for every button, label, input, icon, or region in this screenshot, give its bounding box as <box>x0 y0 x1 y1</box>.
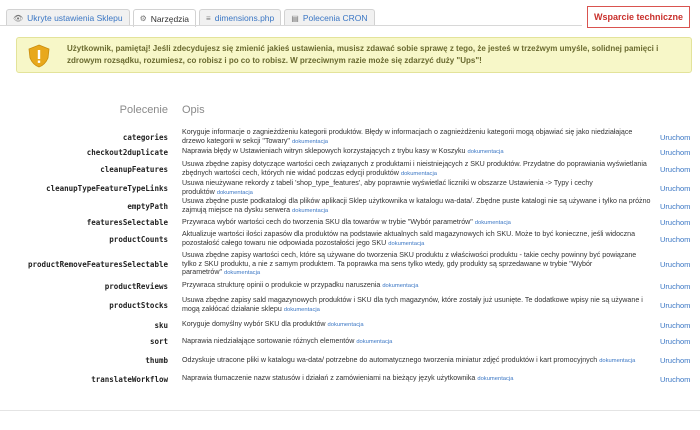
support-button[interactable]: Wsparcie techniczne <box>587 6 690 28</box>
command-description <box>182 296 652 314</box>
documentation-link[interactable]: dokumentacja <box>467 149 504 156</box>
run-button[interactable]: Uruchom <box>660 356 691 365</box>
table-bottom-border <box>0 410 700 411</box>
file-icon: ≡ <box>206 13 211 23</box>
header-command: Polecenie <box>119 104 168 116</box>
tab-dimensions[interactable] <box>199 9 281 26</box>
documentation-link[interactable]: dokumentacja <box>477 376 514 383</box>
table-row <box>0 350 700 371</box>
description-text: Przywraca wybór wartości cech do tworzenia SKU dla towarów w trybie "Wybór parametrów" <box>182 217 473 226</box>
command-description <box>182 179 652 197</box>
command-description <box>182 160 652 178</box>
documentation-link[interactable]: dokumentacja <box>474 219 511 226</box>
run-button[interactable]: Uruchom <box>660 320 691 330</box>
tab-divider <box>0 25 582 26</box>
command-name: emptyPath <box>127 202 168 211</box>
command-description <box>182 197 652 215</box>
description-text: Usuwa zbędne zapisy dotyczące wartości cech związanych z produktami i nieistniejących z SKU produktów. Przydatne do poprawiania wyświetlania zbędnych wartości cech, których nie widać podczas edycji produktów <box>182 159 647 177</box>
description-text: Usuwa zbędne puste podkatalogi dla plików aplikacji Sklep użytkownika w katalogu wa-data/. Zbędne puste katalogi nie są używane i tylko na próżno zajmują miejsce na dysku serwera <box>182 197 651 214</box>
command-name: cleanupTypeFeatureTypeLinks <box>46 184 168 193</box>
command-description <box>182 356 652 366</box>
command-name: productStocks <box>109 300 168 310</box>
documentation-link[interactable]: dokumentacja <box>291 138 329 145</box>
documentation-link[interactable]: dokumentacja <box>216 190 253 196</box>
table-row <box>0 197 700 216</box>
command-name: thumb <box>145 356 168 365</box>
warning-shield-icon <box>27 44 51 68</box>
commands-table <box>0 128 700 387</box>
command-description <box>182 281 652 291</box>
tab-label: Ukryte ustawienia Sklepu <box>27 13 123 23</box>
command-name: checkout2duplicate <box>86 147 168 157</box>
header-description: Opis <box>182 104 205 116</box>
command-name: categories <box>122 132 168 142</box>
command-description <box>182 320 652 330</box>
command-description <box>182 218 652 228</box>
command-name: productCounts <box>109 235 168 244</box>
run-button[interactable]: Uruchom <box>660 164 691 174</box>
run-button[interactable]: Uruchom <box>660 300 691 310</box>
run-button[interactable]: Uruchom <box>660 281 691 291</box>
command-description <box>182 147 652 157</box>
command-name: productRemoveFeaturesSelectable <box>28 260 168 269</box>
description-text: Naprawia tłumaczenie nazw statusów i działań z zamówieniami na bieżący język użytkownika <box>182 374 476 383</box>
table-row <box>0 180 700 197</box>
description-text: Przywraca strukturę opinii o produkcie w przypadku naruszenia <box>182 281 381 290</box>
description-text: Koryguje informacje o zagnieżdżeniu kategorii produktów. Błędy w informacjach o zagnieżdżeniu kategorii mogą objawiać się jako niedziałające drzewo kategorii w sekcji "Towary" <box>182 127 633 145</box>
tab-label: Polecenia CRON <box>302 13 368 23</box>
description-text: Odzyskuje utracone pliki w katalogu wa-data/ potrzebne do automatycznego tworzenia miniatur zdjęć produktów i kart promocyjnych <box>182 355 598 364</box>
command-name: cleanupFeatures <box>100 164 168 174</box>
command-description <box>182 128 652 146</box>
documentation-link[interactable]: dokumentacja <box>327 322 364 329</box>
tab-cron[interactable] <box>284 9 374 26</box>
run-button[interactable]: Uruchom <box>660 374 691 384</box>
command-description <box>182 251 652 278</box>
table-row <box>0 146 700 158</box>
tab-label: Narzędzia <box>150 13 190 24</box>
description-text: Koryguje domyślny wybór SKU dla produktów <box>182 320 326 329</box>
run-button[interactable]: Uruchom <box>660 337 691 346</box>
tab-bar <box>6 9 375 26</box>
run-button[interactable]: Uruchom <box>660 132 691 142</box>
command-name: translateWorkflow <box>91 374 168 384</box>
run-button[interactable]: Uruchom <box>660 184 691 193</box>
documentation-link[interactable]: dokumentacja <box>400 170 437 177</box>
description-text: Aktualizuje wartości ilości zapasów dla produktów na podstawie aktualnych sald magazynowych ich SKU. Może to być konieczne, jeśli widoczna pozostałość całego towaru nie odpowiada pozostałości jego SKU <box>182 230 636 247</box>
command-description <box>182 337 652 347</box>
table-row <box>0 293 700 317</box>
warning-banner <box>16 37 692 73</box>
tab-label: dimensions.php <box>214 13 275 23</box>
description-text: Usuwa zbędne zapisy sald magazynowych produktów i SKU dla tych magazynów, które zostały już usunięte. Te dodatkowe wpisy nie są używane i mogą zakłócać działanie sklepu <box>182 295 643 313</box>
command-description <box>182 374 652 384</box>
table-row <box>0 158 700 180</box>
clock-icon: ▤ <box>291 13 299 23</box>
documentation-link[interactable]: dokumentacja <box>292 208 329 214</box>
description-text: Usuwa zbędne zapisy wartości cech, które są używane do tworzenia SKU produktu z właściwości produktu - takie cechy powinny być powiązane tylko z SKU produktu, a nie z samym produktem. Ta poprawka ma sens tylko wtedy, gdy produkty są sprzedawane w trybie "Wybór parametrów" <box>182 251 637 277</box>
documentation-link[interactable]: dokumentacja <box>382 283 419 290</box>
run-button[interactable]: Uruchom <box>660 235 691 244</box>
command-name: sku <box>154 320 168 330</box>
command-name: productReviews <box>104 281 168 291</box>
eye-slash-icon: 👁 <box>13 13 24 23</box>
documentation-link[interactable]: dokumentacja <box>283 306 320 313</box>
table-row <box>0 128 700 146</box>
gear-icon: ⚙ <box>139 14 147 23</box>
tab-hidden-settings[interactable] <box>6 9 130 26</box>
documentation-link[interactable]: dokumentacja <box>223 270 261 277</box>
run-button[interactable]: Uruchom <box>660 202 691 211</box>
description-text: Usuwa nieużywane rekordy z tabeli 'shop_type_features', aby poprawnie wyświetlać liczniki w obszarze Ustawienia -> Typy i cechy produktów <box>182 179 593 196</box>
table-row <box>0 317 700 333</box>
table-row <box>0 216 700 229</box>
documentation-link[interactable]: dokumentacja <box>599 357 636 364</box>
run-button[interactable]: Uruchom <box>660 147 691 157</box>
documentation-link[interactable]: dokumentacja <box>388 241 425 247</box>
documentation-link[interactable]: dokumentacja <box>356 338 393 345</box>
table-row <box>0 279 700 293</box>
description-text: Naprawia niedziałające sortowanie różnych elementów <box>182 336 355 345</box>
run-button[interactable]: Uruchom <box>660 218 691 227</box>
table-row <box>0 333 700 350</box>
table-header <box>0 104 700 120</box>
run-button[interactable]: Uruchom <box>660 260 691 269</box>
command-name: sort <box>149 337 168 346</box>
table-row <box>0 250 700 279</box>
description-text: Naprawia błędy w Ustawieniach witryn sklepowych korzystających z trybu kasy w Koszyku <box>182 147 466 156</box>
command-name: featuresSelectable <box>86 218 168 227</box>
table-row <box>0 229 700 250</box>
table-row <box>0 371 700 387</box>
warning-text: Użytkownik, pamiętaj! Jeśli zdecydujesz się zmienić jakieś ustawienia, musisz zdawać sobie sprawę z tego, że jesteś w trzeźwym umyśle, solidnej pamięci i zdrowym rozsądku, rozumiesz, co robisz i po co to robisz. W przeciwnym razie może się zdarzyć duży "Ups"! <box>67 44 659 65</box>
command-description <box>182 230 652 248</box>
